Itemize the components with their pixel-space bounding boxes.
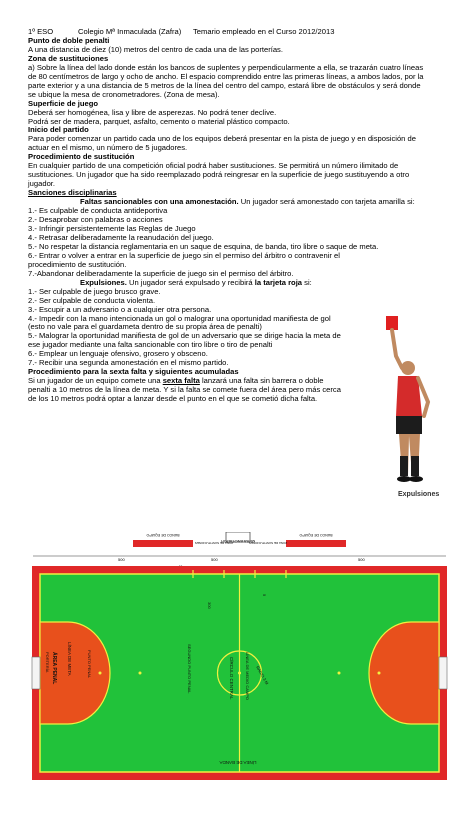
dim-label: 300 bbox=[207, 602, 212, 609]
area-penal-label: ÁREA PENAL bbox=[51, 652, 57, 685]
section-title: Procedimiento para la sexta falta y siguientes acumuladas bbox=[28, 367, 239, 377]
bench-right-label: BANCO DE EQUIPO bbox=[299, 533, 333, 537]
list-item: 3.- Infringir persistentemente las Reglas de Juego bbox=[28, 223, 196, 233]
amonestacion-title: Faltas sancionables con una amonestación. bbox=[80, 197, 239, 207]
text-line: penalti a 10 metros de la línea de meta. Y si la falta se comete fuera del área pero más cerca bbox=[28, 385, 341, 395]
list-item: 4.- Retrasar deliberadamente la reanudación del juego. bbox=[28, 232, 214, 242]
text-line: de 80 centímetros de largo y ocho de ancho. El espacio comprendido entre las primeras líneas, a ambos lados, por la bbox=[28, 71, 424, 81]
list-item: 1.- Es culpable de conducta antideportiva bbox=[28, 206, 168, 216]
circulo-label: CÍRCULO CENTRAL bbox=[229, 657, 234, 700]
text-line: actuar en el mismo, un número de 5 jugadores. bbox=[28, 143, 188, 153]
bench-left bbox=[133, 540, 193, 547]
list-item: (esto no vale para el guardameta dentro de su propia área de penalti) bbox=[28, 322, 262, 332]
futsal-court-diagram bbox=[28, 532, 451, 782]
school-name: Colegio Mª Inmaculada (Zafra) bbox=[78, 27, 182, 36]
text-line: Podrá ser de madera, parquet, asfalto, cemento o material plástico compacto. bbox=[28, 116, 290, 126]
list-item: 2.- Ser culpable de conducta violenta. bbox=[28, 295, 156, 305]
list-item: 5.- Malograr la oportunidad manifiesta de gol de un adversario que se dirige hacia la meta de bbox=[28, 331, 341, 341]
list-item: 5.- No respetar la distancia reglamentaria en un saque de esquina, de banda, tiro libre o saque de meta. bbox=[28, 241, 379, 251]
segundo-penal-label: SEGUNDO PUNTO PENAL bbox=[187, 644, 192, 694]
sust-right-label: ZONA DE SUSTITUCIONES bbox=[248, 541, 288, 545]
expulsiones-text: Un jugador será expulsado y recibirá bbox=[126, 277, 255, 287]
section-title: Procedimiento de sustitución bbox=[28, 152, 135, 162]
sexta-falta-text: sexta falta bbox=[162, 376, 200, 386]
section-title: Zona de sustituciones bbox=[28, 53, 109, 63]
goal-left bbox=[32, 657, 40, 689]
porteria-label: PORTERÍA bbox=[45, 652, 50, 673]
section-body: A una distancia de diez (10) metros del centro de cada una de las porterías. bbox=[28, 44, 283, 54]
list-item: 7.-Abandonar deliberadamente la superficie de juego sin el permiso del árbitro. bbox=[28, 268, 294, 278]
course-label: 1º ESO bbox=[28, 27, 54, 36]
text-line: sustituciones. Un jugador que ha sido reemplazado podrá reingresar en la superficie de juego sustituyendo a otro bbox=[28, 170, 410, 180]
section-title: Inicio del partido bbox=[28, 125, 89, 135]
list-item: 6.- Entrar o volver a entrar en la superficie de juego sin el permiso del árbitro o contravenir el bbox=[28, 250, 340, 260]
bench-right bbox=[286, 540, 346, 547]
linea-meta-label: LÍNEA DE META bbox=[67, 642, 72, 676]
list-item: 1.- Ser culpable de juego brusco grave. bbox=[28, 286, 161, 296]
text-line: Para poder comenzar un partido cada uno de los equipos deberá presentar en la pista de juego y en disposición de bbox=[28, 134, 416, 144]
dim-label: 500 bbox=[211, 557, 218, 562]
list-item: 3.- Escupir a un adversario o a cualquier otra persona. bbox=[28, 304, 212, 314]
text-line: Deberá ser homogénea, lisa y libre de asperezas. No podrá tener declive. bbox=[28, 107, 277, 117]
red-card-text: la tarjeta roja bbox=[254, 277, 303, 287]
dim-label: 500 bbox=[118, 557, 125, 562]
list-item: 6.- Emplear un lenguaje ofensivo, grosero y obsceno. bbox=[28, 349, 208, 359]
text-line: se ubique la mesa de cronometradores. (Zona de mesa). bbox=[28, 89, 220, 99]
list-item: 2.- Desaprobar con palabras o acciones bbox=[28, 215, 163, 225]
amonestacion-text: Un jugador será amonestado con tarjeta amarilla si: bbox=[238, 197, 415, 207]
expulsiones-end: si: bbox=[302, 277, 312, 287]
text-span: Si un jugador de un equipo comete una bbox=[28, 376, 163, 386]
list-item: 4.- Impedir con la mano intencionada un gol o malograr una oportunidad manifiesta de gol bbox=[28, 313, 331, 323]
subject-title: Temario empleado en el Curso 2012/2013 bbox=[193, 27, 335, 36]
radio-label: RADIO 3 M bbox=[255, 665, 270, 686]
text-line: jugador. bbox=[28, 179, 56, 189]
dim-label: 5 bbox=[262, 594, 267, 597]
goal-right bbox=[439, 657, 447, 689]
list-item: procedimiento de sustitución. bbox=[28, 259, 127, 269]
sust-left-label: ZONA DE SUSTITUCIONES bbox=[194, 541, 234, 545]
text-span: lanzará una falta sin barrera o doble bbox=[199, 376, 324, 386]
dim-label: 500 bbox=[358, 557, 365, 562]
bench-left-label: BANCO DE EQUIPO bbox=[146, 533, 180, 537]
list-item: ese jugador mediante una falta sancionable con tiro libre o tiro de penalti bbox=[28, 340, 273, 350]
punto-penal-label: PUNTO PENAL bbox=[87, 650, 92, 679]
red-card-icon bbox=[386, 316, 398, 330]
amonestacion-list bbox=[28, 207, 448, 279]
linea-banda-label: LÍNEA DE BANDA bbox=[219, 760, 257, 765]
text-line: a) Sobre la línea del lado donde están los bancos de suplentes y perpendicularmente a ella, se trazarán cuatro líneas bbox=[28, 62, 424, 72]
list-item: 7.- Recibir una segunda amonestación en el mismo partido. bbox=[28, 358, 229, 368]
text-line: parte exterior y a una distancia de 5 metros de la línea del centro del campo, estará libre de obstáculos y será donde bbox=[28, 80, 421, 90]
section-title: Superficie de juego bbox=[28, 98, 99, 108]
referee-red-card-image bbox=[362, 316, 448, 506]
expulsiones-title: Expulsiones. bbox=[80, 277, 127, 287]
text-line: En cualquier partido de una competición oficial podrá haber sustituciones. Se permitirá un número ilimitado de bbox=[28, 161, 399, 171]
linea-medio-label: LÍNEA DE MEDIO CAMPO bbox=[245, 652, 250, 701]
section-title: Sanciones disciplinarias bbox=[28, 188, 117, 198]
figure-caption: Expulsiones bbox=[398, 491, 440, 498]
section-title: Punto de doble penalti bbox=[28, 35, 110, 45]
text-line: de los 10 metros podrá optar a lanzar desde el punto en el que se cometió dicha falta. bbox=[28, 394, 318, 404]
mesa-label: MESA ANOTADOR bbox=[220, 539, 256, 544]
